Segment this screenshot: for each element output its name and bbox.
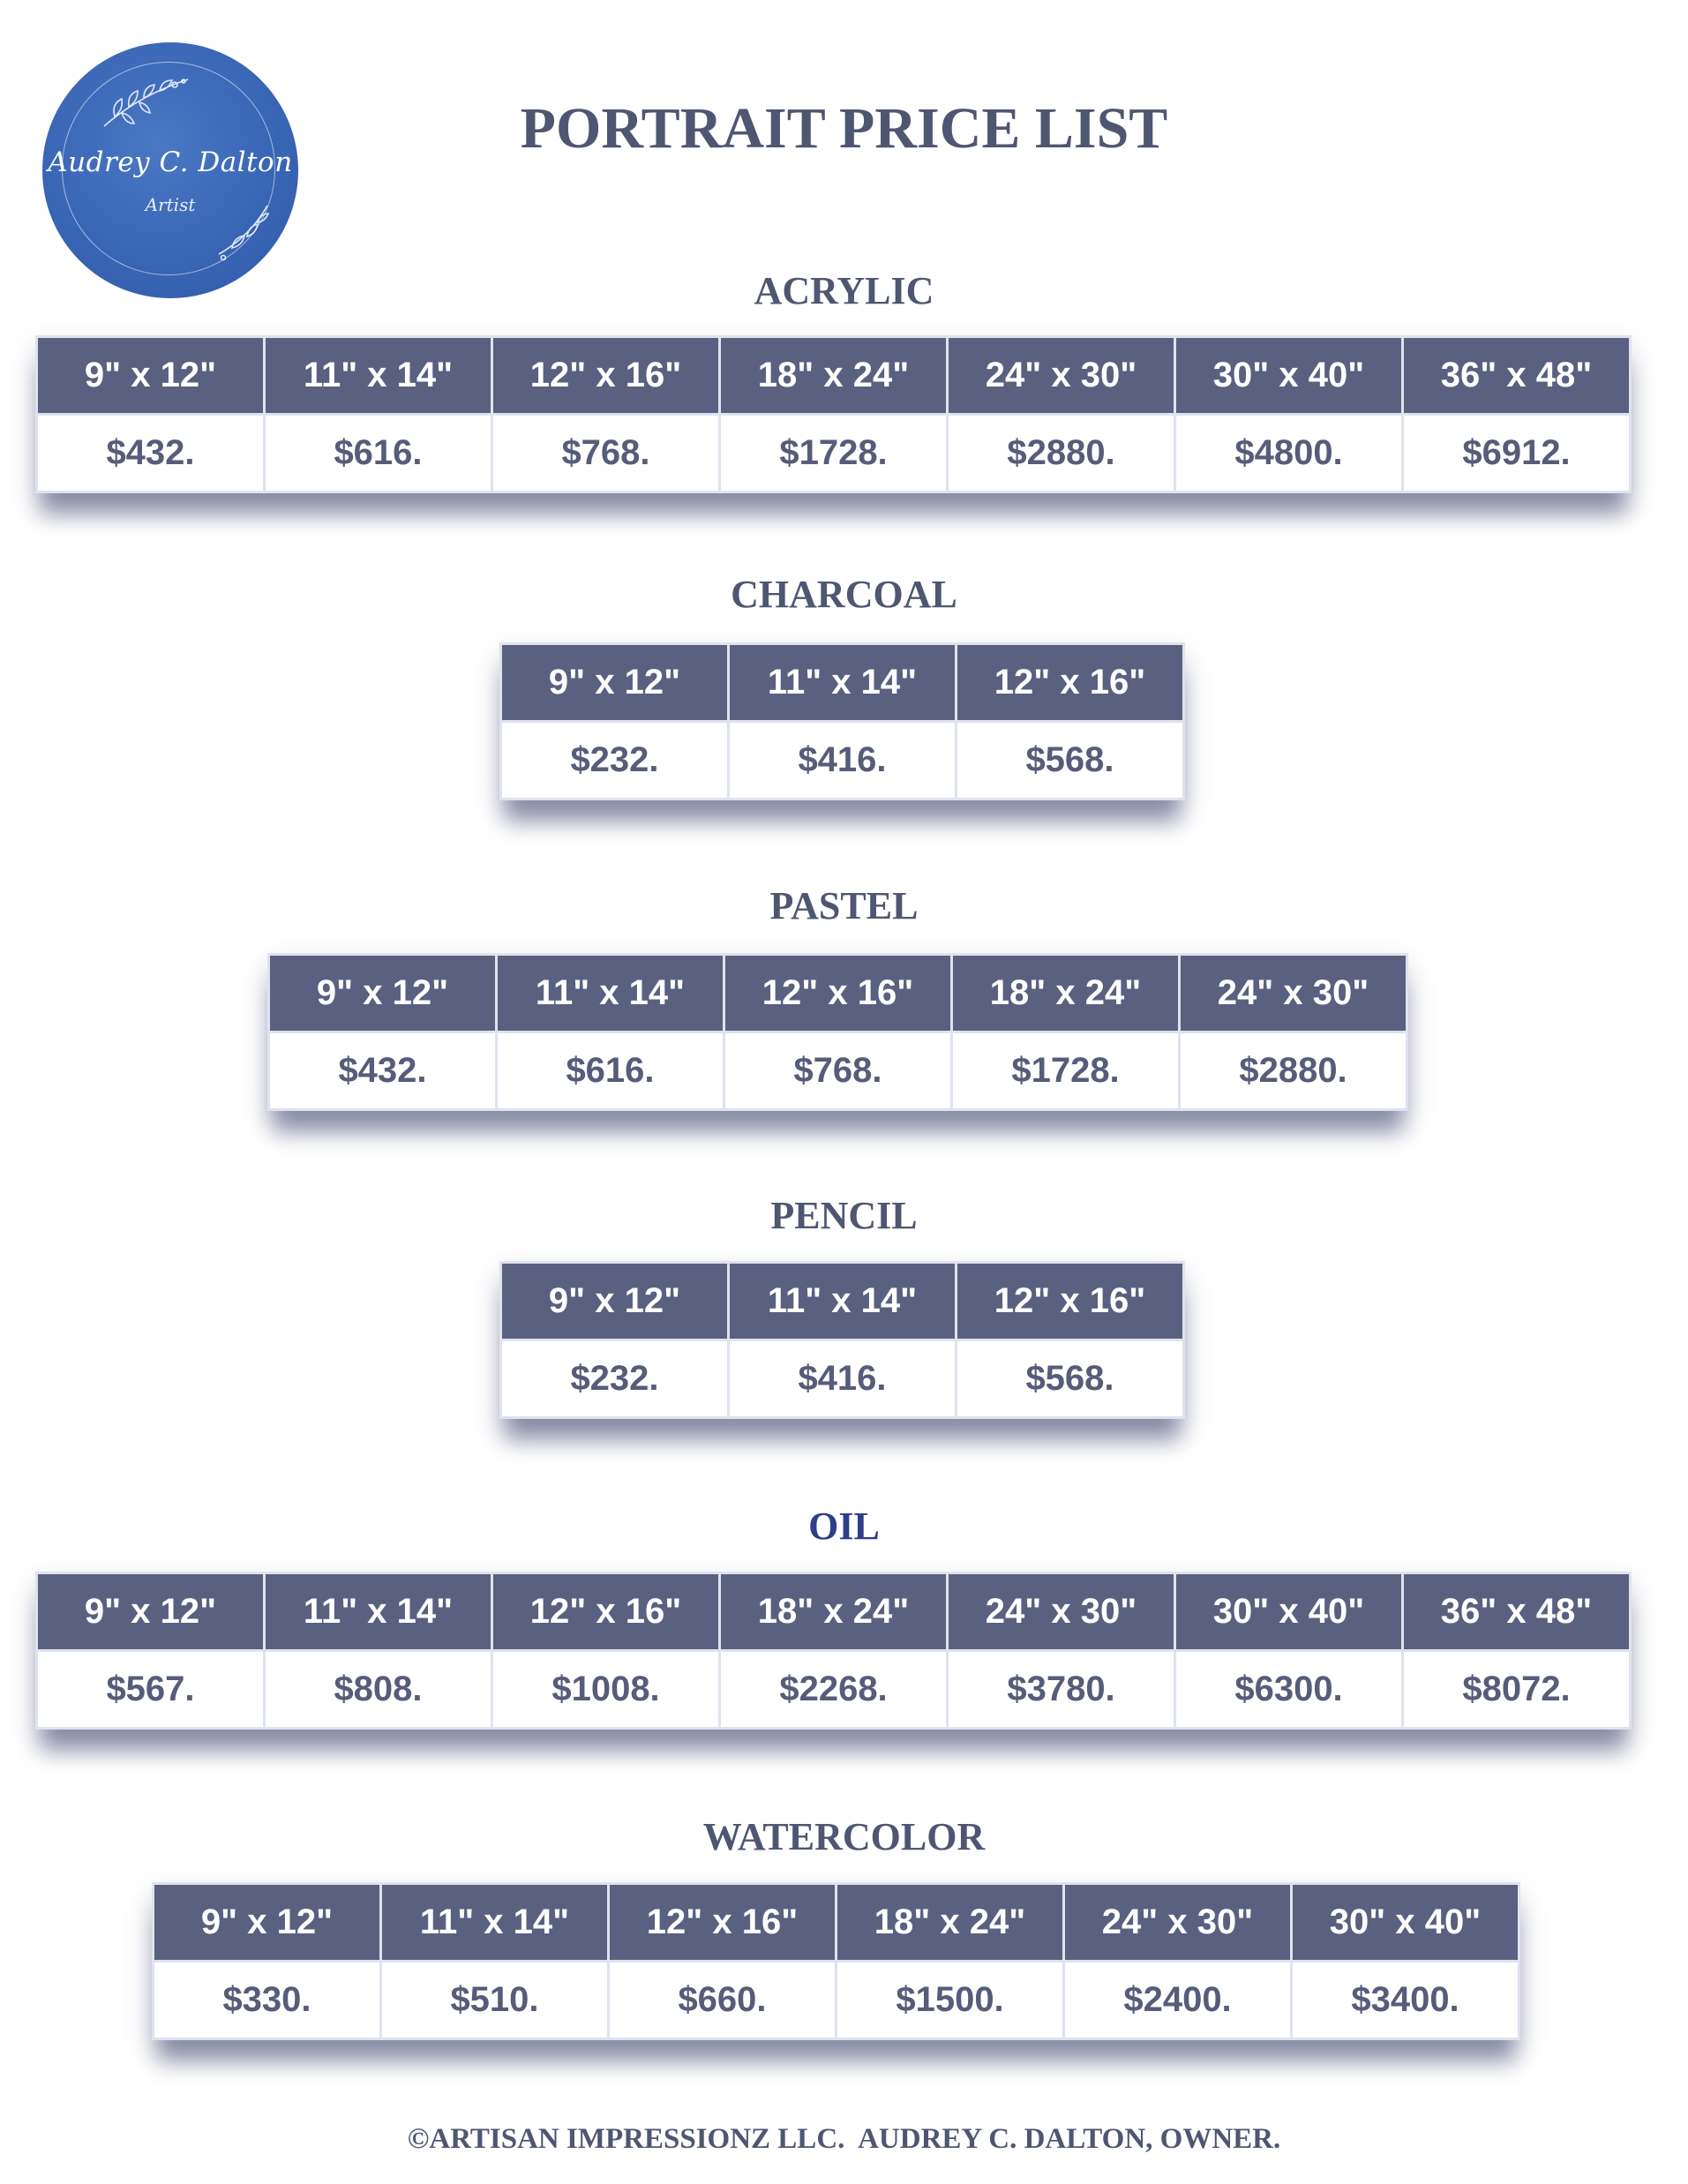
price-cell: $8072. [1404, 1652, 1629, 1727]
size-cell: 18" x 24" [721, 1574, 946, 1649]
price-cell: $660. [610, 1963, 835, 2038]
size-cell: 12" x 16" [493, 1574, 718, 1649]
price-cell: $616. [498, 1033, 723, 1108]
size-cell: 30" x 40" [1176, 338, 1401, 413]
size-cell: 12" x 16" [957, 1264, 1182, 1339]
size-cell: 12" x 16" [493, 338, 718, 413]
price-cell: $616. [266, 416, 491, 491]
price-cell: $2268. [721, 1652, 946, 1727]
size-cell: 9" x 12" [38, 338, 263, 413]
price-cell: $4800. [1176, 416, 1401, 491]
price-table-acrylic [35, 335, 1632, 493]
price-cell: $432. [38, 416, 263, 491]
price-cell: $232. [502, 1341, 727, 1416]
page-title: PORTRAIT PRICE LIST [520, 96, 1168, 161]
size-row [154, 1885, 1518, 1960]
size-cell: 9" x 12" [154, 1885, 379, 1960]
size-row [38, 1574, 1629, 1649]
size-cell: 24" x 30" [1065, 1885, 1290, 1960]
logo-name: Audrey C. Dalton [48, 146, 293, 178]
size-cell: 9" x 12" [270, 956, 495, 1031]
section-title-pastel: PASTEL [769, 884, 919, 927]
price-table-pastel [267, 953, 1408, 1111]
size-cell: 18" x 24" [721, 338, 946, 413]
size-cell: 11" x 14" [730, 1264, 955, 1339]
price-cell: $1728. [721, 416, 946, 491]
size-cell: 12" x 16" [725, 956, 950, 1031]
price-cell: $567. [38, 1652, 263, 1727]
price-table-pencil [499, 1261, 1185, 1419]
price-cell: $2880. [949, 416, 1174, 491]
size-cell: 9" x 12" [502, 645, 727, 720]
size-row [502, 1264, 1182, 1339]
size-cell: 11" x 14" [730, 645, 955, 720]
price-cell: $2880. [1181, 1033, 1406, 1108]
price-cell: $3400. [1293, 1963, 1518, 2038]
price-table-watercolor [152, 1882, 1520, 2040]
size-cell: 11" x 14" [266, 338, 491, 413]
price-row [38, 1652, 1629, 1727]
price-cell: $432. [270, 1033, 495, 1108]
section-title-watercolor: WATERCOLOR [702, 1815, 986, 1858]
price-cell: $1500. [837, 1963, 1062, 2038]
price-cell: $6300. [1176, 1652, 1401, 1727]
size-cell: 24" x 30" [1181, 956, 1406, 1031]
price-row [502, 1341, 1182, 1416]
size-cell: 36" x 48" [1404, 338, 1629, 413]
price-cell: $768. [725, 1033, 950, 1108]
copyright-footer: ©ARTISAN IMPRESSIONZ LLC. AUDREY C. DALTON, OWNER. [407, 2123, 1281, 2155]
price-cell: $568. [957, 723, 1182, 798]
size-cell: 30" x 40" [1293, 1885, 1518, 1960]
size-cell: 18" x 24" [837, 1885, 1062, 1960]
section-title-oil: OIL [808, 1505, 880, 1548]
price-row [502, 723, 1182, 798]
price-cell: $232. [502, 723, 727, 798]
price-cell: $330. [154, 1963, 379, 2038]
price-table-oil [35, 1572, 1632, 1730]
logo-subtitle: Artist [145, 194, 196, 215]
size-row [502, 645, 1182, 720]
price-row [154, 1963, 1518, 2038]
section-title-acrylic: ACRYLIC [754, 269, 934, 312]
size-cell: 24" x 30" [949, 1574, 1174, 1649]
size-cell: 30" x 40" [1176, 1574, 1401, 1649]
size-cell: 18" x 24" [953, 956, 1178, 1031]
price-cell: $1008. [493, 1652, 718, 1727]
size-cell: 12" x 16" [610, 1885, 835, 1960]
size-cell: 9" x 12" [502, 1264, 727, 1339]
price-row [270, 1033, 1406, 1108]
size-cell: 11" x 14" [498, 956, 723, 1031]
price-cell: $2400. [1065, 1963, 1290, 2038]
price-cell: $416. [730, 723, 955, 798]
size-cell: 9" x 12" [38, 1574, 263, 1649]
size-cell: 36" x 48" [1404, 1574, 1629, 1649]
size-cell: 12" x 16" [957, 645, 1182, 720]
price-row [38, 416, 1629, 491]
section-title-charcoal: CHARCOAL [731, 573, 957, 616]
artist-logo [42, 42, 298, 298]
size-row [270, 956, 1406, 1031]
price-cell: $808. [266, 1652, 491, 1727]
price-cell: $6912. [1404, 416, 1629, 491]
price-cell: $768. [493, 416, 718, 491]
price-cell: $568. [957, 1341, 1182, 1416]
section-title-pencil: PENCIL [770, 1194, 918, 1237]
size-cell: 24" x 30" [949, 338, 1174, 413]
price-table-charcoal [499, 642, 1185, 800]
size-cell: 11" x 14" [382, 1885, 607, 1960]
price-cell: $3780. [949, 1652, 1174, 1727]
price-cell: $510. [382, 1963, 607, 2038]
size-cell: 11" x 14" [266, 1574, 491, 1649]
size-row [38, 338, 1629, 413]
price-cell: $416. [730, 1341, 955, 1416]
price-cell: $1728. [953, 1033, 1178, 1108]
